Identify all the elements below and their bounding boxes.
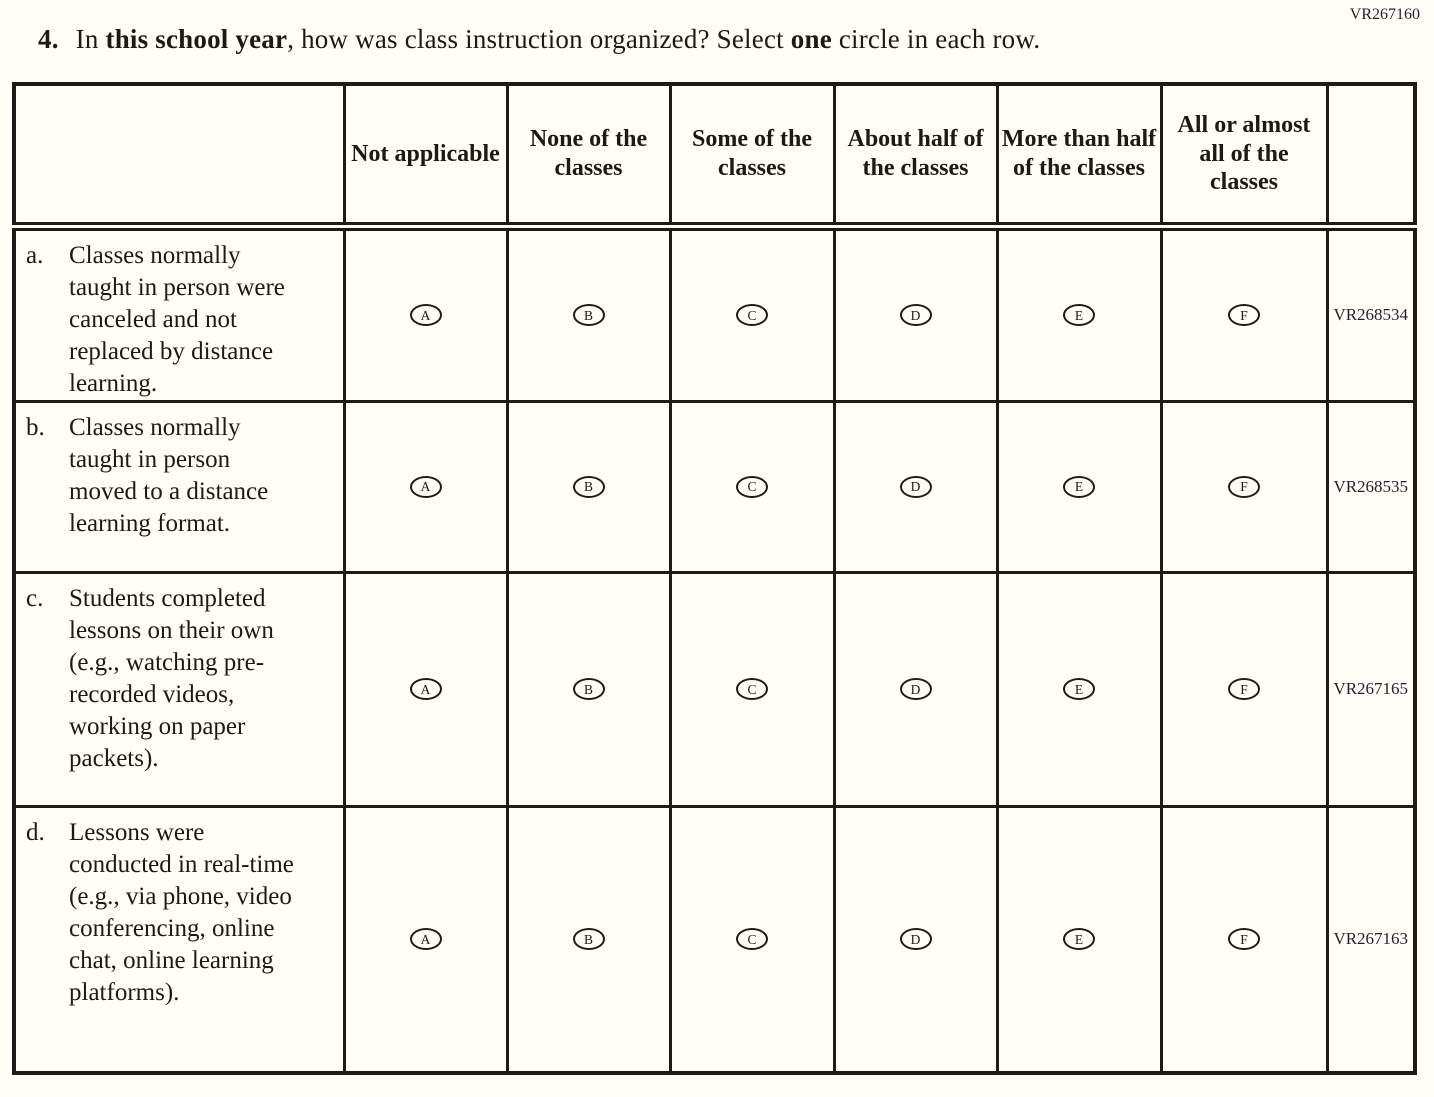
response-matrix-table bbox=[12, 82, 1417, 1075]
row-letter: d. bbox=[26, 818, 45, 846]
row-statement-text: Classes normally taught in person were canceled and not replaced by distance learning. bbox=[69, 241, 285, 397]
option-cell bbox=[670, 572, 834, 806]
bubble-c-F[interactable]: F bbox=[1228, 678, 1260, 700]
row-statement bbox=[14, 806, 344, 1073]
question-bold-one: one bbox=[790, 24, 832, 54]
option-cell bbox=[997, 401, 1161, 572]
option-cell bbox=[344, 226, 507, 401]
bubble-a-B[interactable]: B bbox=[573, 304, 605, 326]
option-cell bbox=[507, 572, 670, 806]
bubble-c-A[interactable]: A bbox=[410, 678, 442, 700]
row-letter: b. bbox=[26, 413, 45, 441]
bubble-c-D[interactable]: D bbox=[900, 678, 932, 700]
option-cell bbox=[670, 401, 834, 572]
row-statement-text: Lessons were conducted in real-time (e.g., via phone, video conferencing, online chat, online learning platforms). bbox=[69, 818, 294, 1006]
row-code: VR268534 bbox=[1327, 226, 1415, 401]
bubble-a-C[interactable]: C bbox=[736, 304, 768, 326]
bubble-b-B[interactable]: B bbox=[573, 476, 605, 498]
bubble-b-F[interactable]: F bbox=[1228, 476, 1260, 498]
option-cell bbox=[344, 401, 507, 572]
bubble-a-D[interactable]: D bbox=[900, 304, 932, 326]
option-cell bbox=[670, 806, 834, 1073]
column-header-not-applicable: Not applicable bbox=[344, 84, 507, 226]
question-part: circle in each row. bbox=[831, 24, 1041, 54]
option-cell bbox=[670, 226, 834, 401]
option-cell bbox=[834, 401, 997, 572]
bubble-d-B[interactable]: B bbox=[573, 928, 605, 950]
option-cell bbox=[1161, 401, 1327, 572]
question-part: In bbox=[75, 24, 106, 54]
row-code: VR267165 bbox=[1327, 572, 1415, 806]
bubble-a-F[interactable]: F bbox=[1228, 304, 1260, 326]
table-row-b bbox=[14, 401, 1415, 572]
column-header-about-half: About half of the classes bbox=[834, 84, 997, 226]
bubble-d-D[interactable]: D bbox=[900, 928, 932, 950]
bubble-b-D[interactable]: D bbox=[900, 476, 932, 498]
option-cell bbox=[834, 572, 997, 806]
table-row-a bbox=[14, 226, 1415, 401]
row-code: VR267163 bbox=[1327, 806, 1415, 1073]
row-statement bbox=[14, 572, 344, 806]
bubble-d-F[interactable]: F bbox=[1228, 928, 1260, 950]
option-cell bbox=[507, 401, 670, 572]
bubble-b-A[interactable]: A bbox=[410, 476, 442, 498]
option-cell bbox=[344, 572, 507, 806]
option-cell bbox=[1161, 572, 1327, 806]
option-cell bbox=[507, 806, 670, 1073]
column-header-some-of-classes: Some of the classes bbox=[670, 84, 834, 226]
header-row bbox=[14, 84, 1415, 226]
header-code-cell bbox=[1327, 84, 1415, 226]
table-row-d bbox=[14, 806, 1415, 1073]
option-cell bbox=[834, 226, 997, 401]
question-bold-this-school-year: this school year bbox=[105, 24, 288, 54]
question-text bbox=[38, 24, 1434, 55]
option-cell bbox=[344, 806, 507, 1073]
option-cell bbox=[1161, 806, 1327, 1073]
row-letter: a. bbox=[26, 241, 44, 269]
bubble-c-E[interactable]: E bbox=[1063, 678, 1095, 700]
column-header-all-or-almost-all: All or almost all of the classes bbox=[1161, 84, 1327, 226]
option-cell bbox=[997, 226, 1161, 401]
option-cell bbox=[834, 806, 997, 1073]
form-code: VR267160 bbox=[1349, 6, 1420, 23]
option-cell bbox=[1161, 226, 1327, 401]
bubble-a-E[interactable]: E bbox=[1063, 304, 1095, 326]
bubble-a-A[interactable]: A bbox=[410, 304, 442, 326]
row-statement-text: Students completed lessons on their own (e.g., watching pre-recorded videos, working on paper packets). bbox=[69, 584, 274, 772]
header-corner-cell bbox=[14, 84, 344, 226]
option-cell bbox=[997, 572, 1161, 806]
bubble-c-B[interactable]: B bbox=[573, 678, 605, 700]
bubble-d-E[interactable]: E bbox=[1063, 928, 1095, 950]
row-statement bbox=[14, 401, 344, 572]
column-header-more-than-half: More than half of the classes bbox=[997, 84, 1161, 226]
bubble-d-C[interactable]: C bbox=[736, 928, 768, 950]
row-code: VR268535 bbox=[1327, 401, 1415, 572]
option-cell bbox=[507, 226, 670, 401]
row-statement bbox=[14, 226, 344, 401]
bubble-d-A[interactable]: A bbox=[410, 928, 442, 950]
table-row-c bbox=[14, 572, 1415, 806]
bubble-b-E[interactable]: E bbox=[1063, 476, 1095, 498]
question-part: , how was class instruction organized? Select bbox=[287, 24, 791, 54]
row-statement-text: Classes normally taught in person moved to a distance learning format. bbox=[69, 413, 269, 537]
column-header-none-of-classes: None of the classes bbox=[507, 84, 670, 226]
bubble-b-C[interactable]: C bbox=[736, 476, 768, 498]
row-letter: c. bbox=[26, 584, 44, 612]
question-number: 4. bbox=[38, 24, 59, 54]
bubble-c-C[interactable]: C bbox=[736, 678, 768, 700]
option-cell bbox=[997, 806, 1161, 1073]
